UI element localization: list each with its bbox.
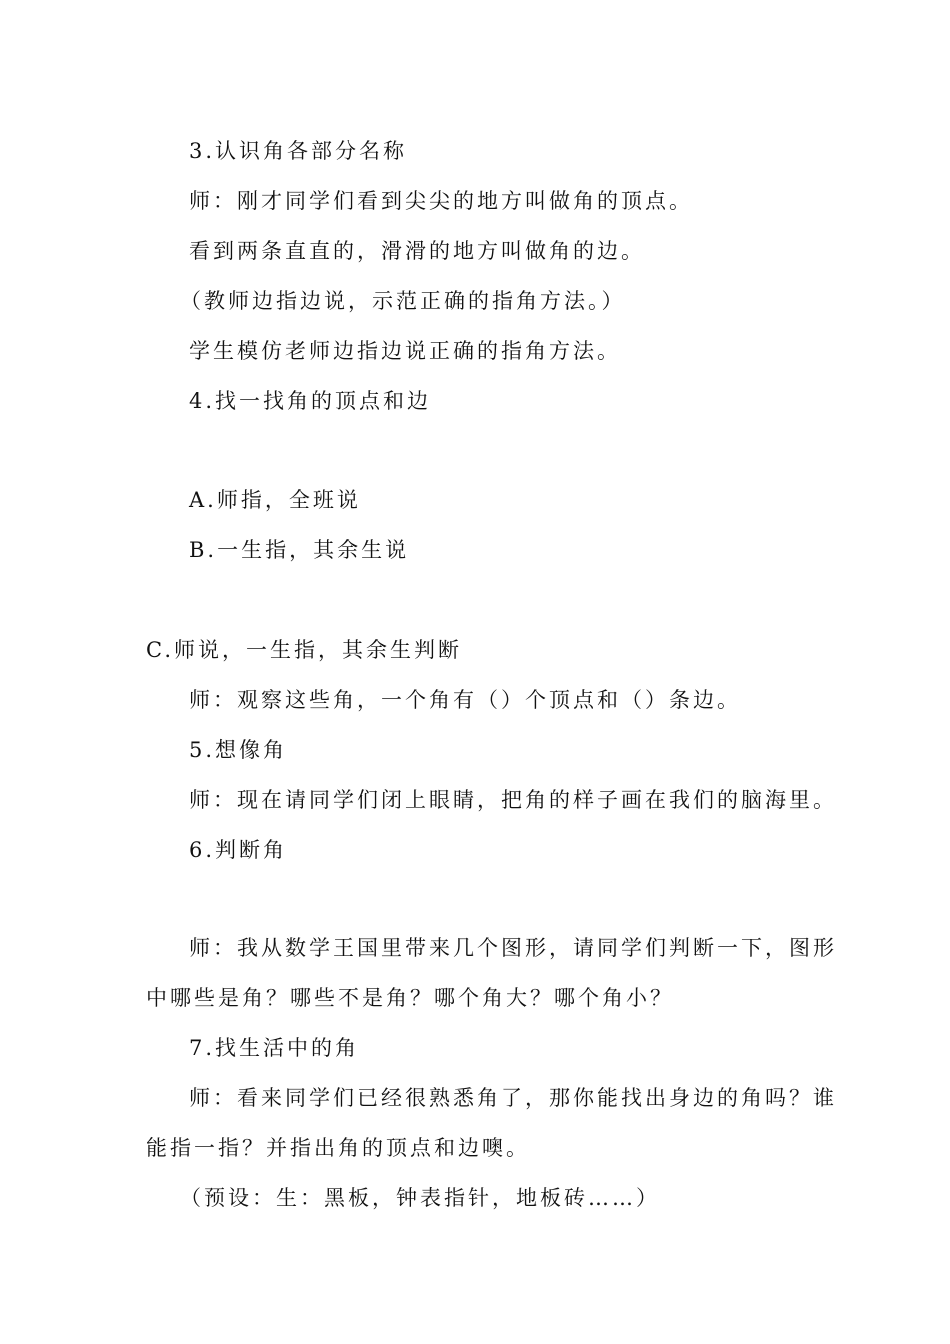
section-heading-4: 4.找一找角的顶点和边	[189, 389, 432, 413]
paragraph-line: （教师边指边说，示范正确的指角方法。）	[180, 289, 626, 313]
paragraph-line: 师：观察这些角，一个角有（）个顶点和（）条边。	[189, 688, 741, 712]
paragraph-line: 中哪些是角？哪些不是角？哪个角大？哪个角小？	[146, 986, 674, 1010]
paragraph-line: 能指一指？并指出角的顶点和边噢。	[146, 1136, 530, 1160]
section-heading-5: 5.想像角	[189, 738, 288, 762]
list-item-a: A.师指，全班说	[189, 488, 361, 512]
paragraph-line: 师：看来同学们已经很熟悉角了，那你能找出身边的角吗？谁	[189, 1086, 837, 1110]
paragraph-line: 师：现在请同学们闭上眼睛，把角的样子画在我们的脑海里。	[189, 788, 837, 812]
section-heading-6: 6.判断角	[189, 838, 288, 862]
section-heading-7: 7.找生活中的角	[189, 1036, 360, 1060]
paragraph-line: 师：我从数学王国里带来几个图形，请同学们判断一下，图形	[189, 936, 837, 960]
list-item-c: C.师说，一生指，其余生判断	[146, 638, 462, 662]
list-item-b: B.一生指，其余生说	[189, 538, 410, 562]
paragraph-line: 师：刚才同学们看到尖尖的地方叫做角的顶点。	[189, 189, 693, 213]
paragraph-line: 学生模仿老师边指边说正确的指角方法。	[189, 339, 621, 363]
paragraph-line: （预设：生：黑板，钟表指针，地板砖……）	[180, 1186, 660, 1210]
paragraph-line: 看到两条直直的，滑滑的地方叫做角的边。	[189, 239, 645, 263]
section-heading-3: 3.认识角各部分名称	[189, 139, 408, 163]
